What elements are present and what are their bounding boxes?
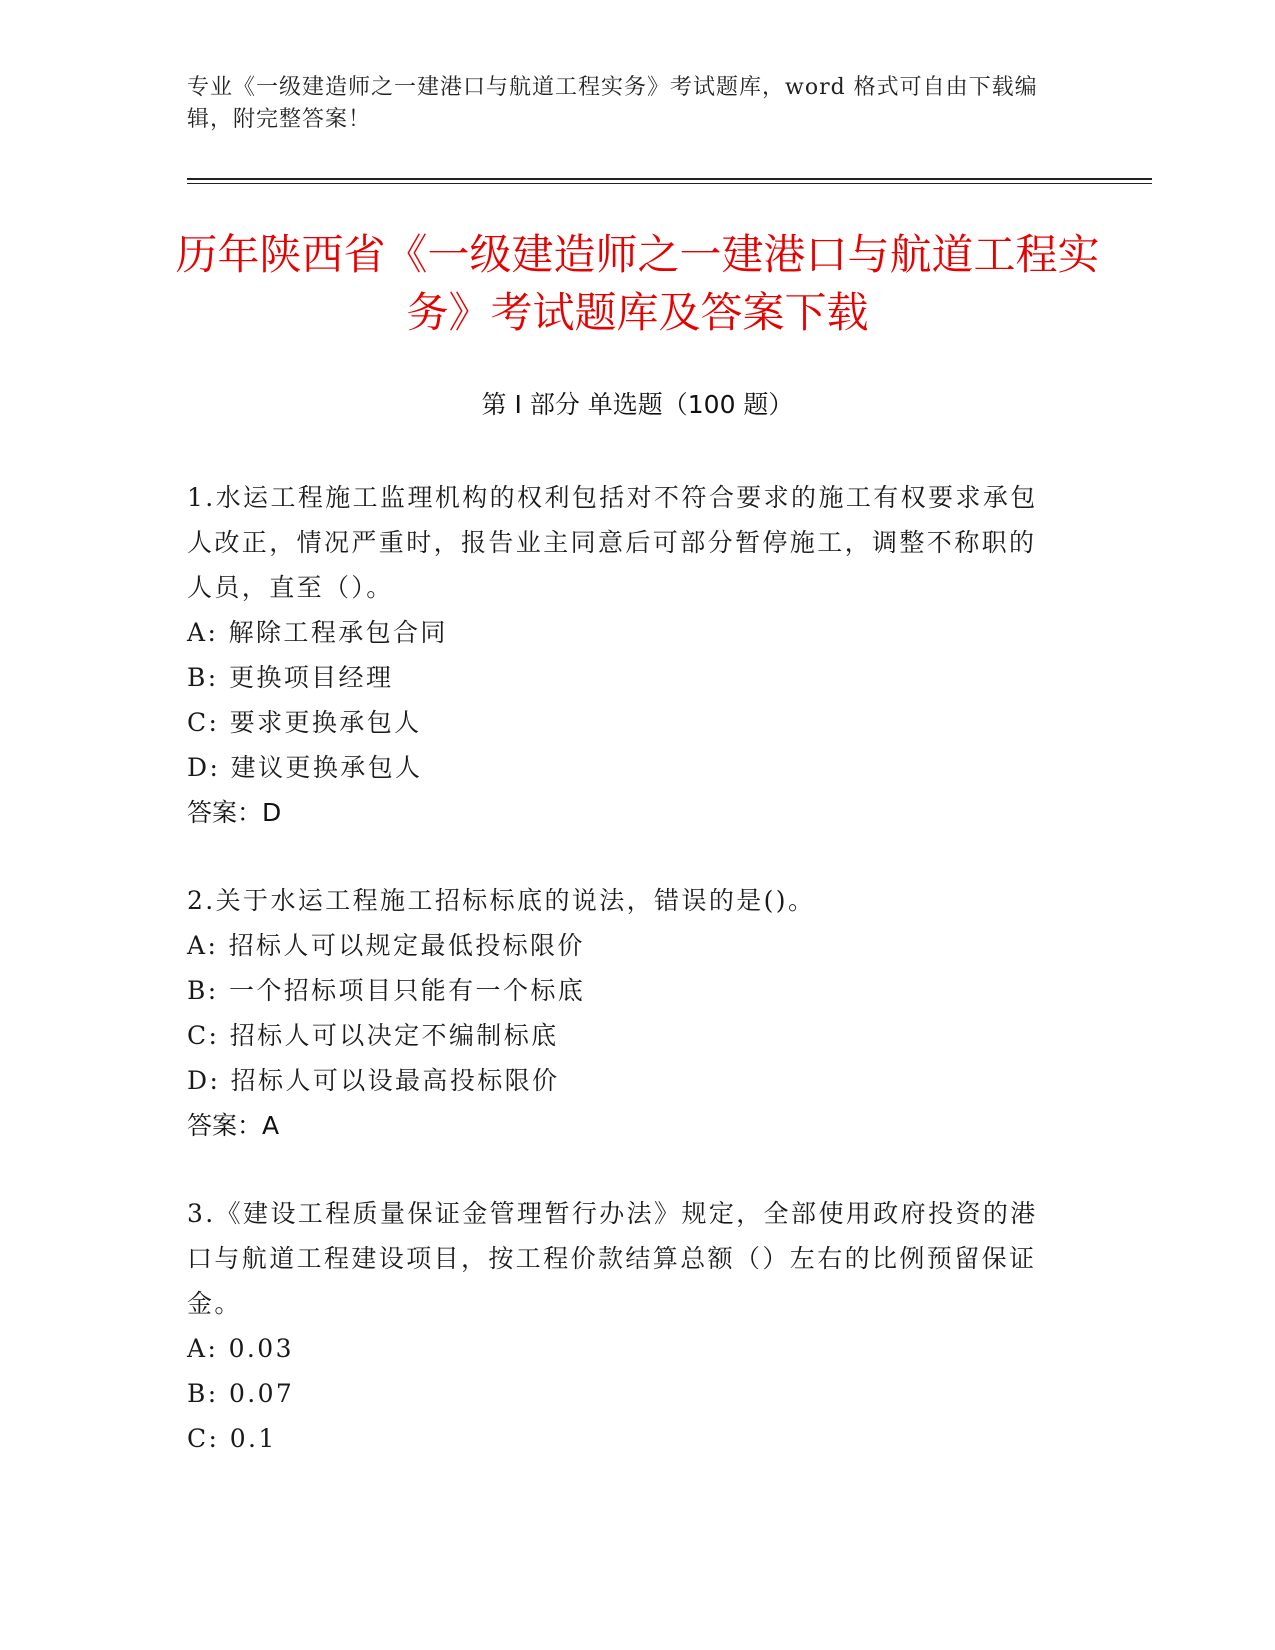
option-c: C: 0.1 (187, 1424, 277, 1453)
section-title: 第 I 部分 单选题（100 题） (481, 390, 794, 419)
document-title: 历年陕西省《一级建造师之一建港口与航道工程实务》考试题库及答案下载 (175, 230, 1100, 337)
question-1 (187, 475, 1057, 835)
header-divider-thick (187, 178, 1152, 180)
question-stem: 1.水运工程施工监理机构的权利包括对不符合要求的施工有权要求承包人改正，情况严重时，报告业主同意后可部分暂停施工，调整不称职的人员，直至（）。 (187, 483, 1038, 602)
question-stem: 2.关于水运工程施工招标标底的说法，错误的是()。 (187, 886, 816, 915)
answer: 答案：D (187, 798, 282, 827)
option-a: A: 招标人可以规定最低投标限价 (187, 931, 585, 960)
option-b: B: 一个招标项目只能有一个标底 (187, 976, 586, 1005)
question-list (187, 475, 1057, 1461)
option-c: C: 招标人可以决定不编制标底 (187, 1021, 559, 1050)
option-b: B: 更换项目经理 (187, 663, 394, 692)
question-3 (187, 1191, 1057, 1461)
question-spacer (187, 835, 1057, 878)
question-spacer (187, 1148, 1057, 1191)
header-note: 专业《一级建造师之一建港口与航道工程实务》考试题库，word 格式可自由下载编辑，附完整答案！ (187, 75, 1038, 132)
answer: 答案：A (187, 1111, 280, 1140)
option-b: B: 0.07 (187, 1379, 295, 1408)
option-a: A: 解除工程承包合同 (187, 618, 448, 647)
option-c: C: 要求更换承包人 (187, 708, 422, 737)
header-divider-thin (187, 183, 1152, 184)
question-stem: 3.《建设工程质量保证金管理暂行办法》规定，全部使用政府投资的港口与航道工程建设项目，按工程价款结算总额（）左右的比例预留保证金。 (187, 1199, 1038, 1318)
option-d: D: 招标人可以设最高投标限价 (187, 1066, 560, 1095)
question-2 (187, 878, 1057, 1148)
option-a: A: 0.03 (187, 1334, 294, 1363)
option-d: D: 建议更换承包人 (187, 753, 423, 782)
